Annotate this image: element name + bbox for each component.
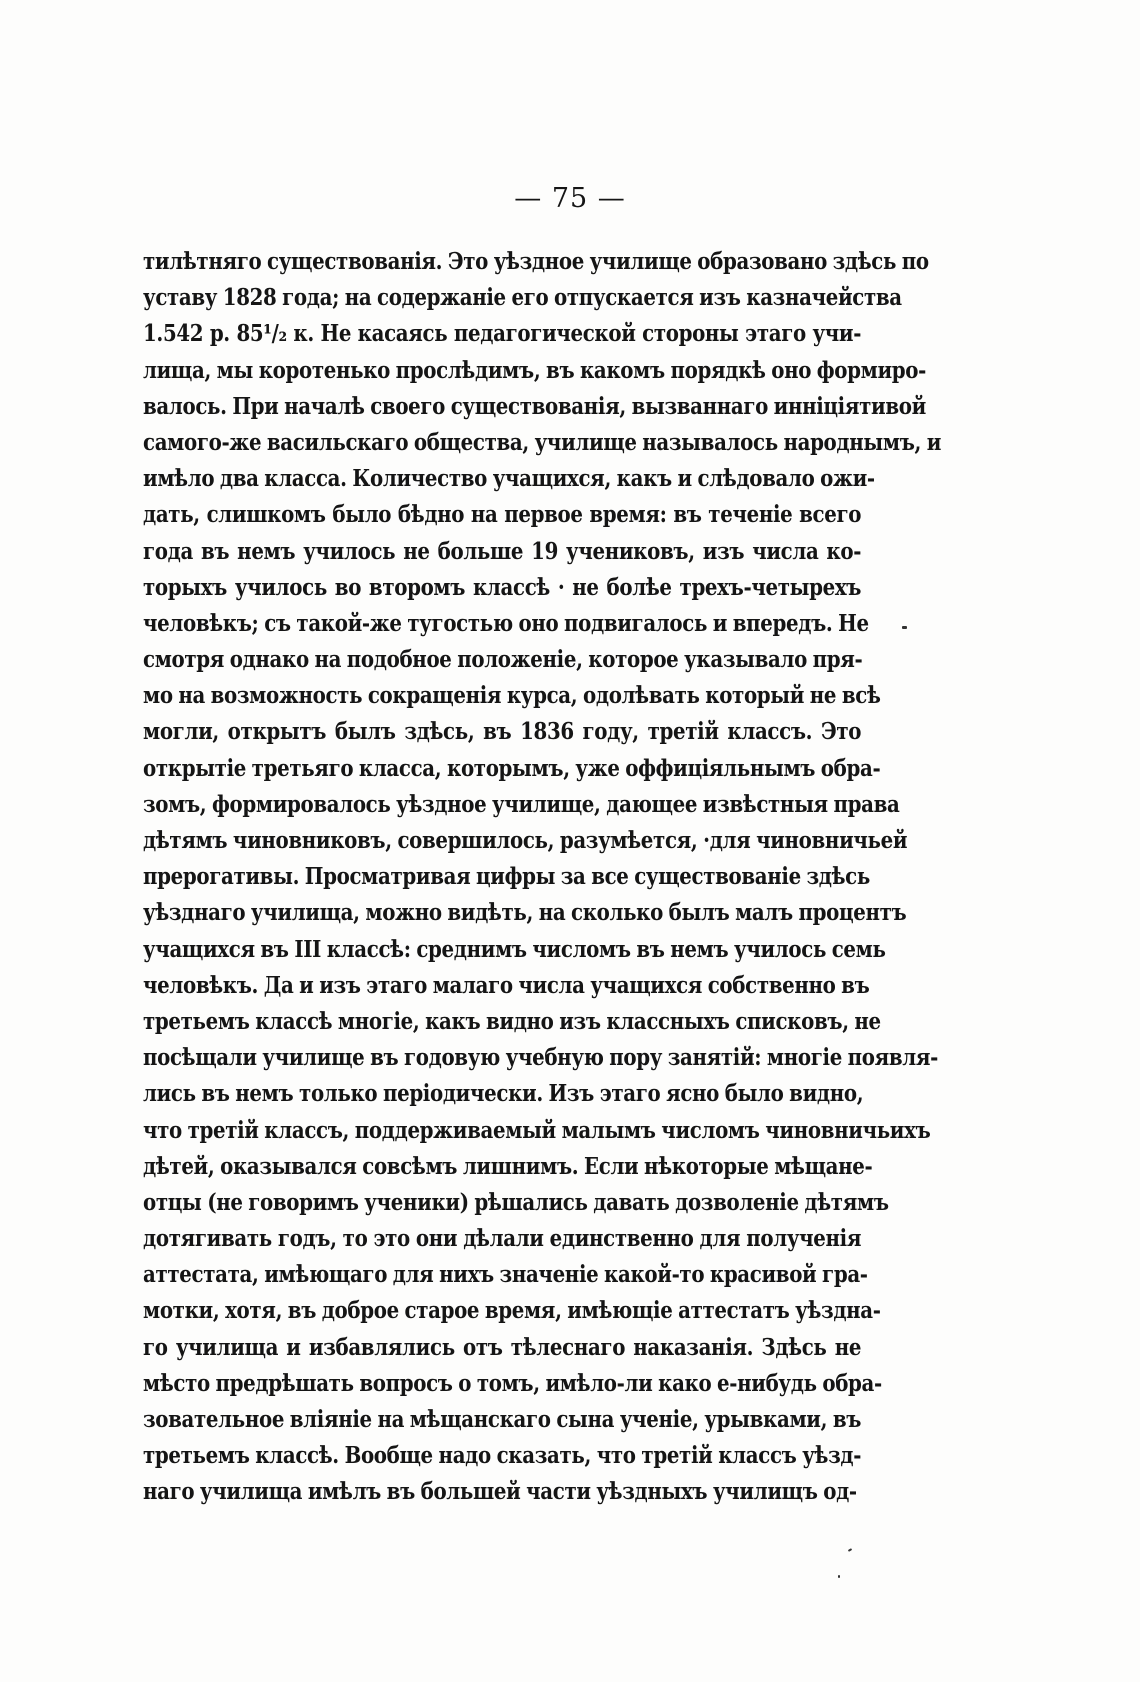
text-line: человѣкъ; съ такой-же тугостью оно подвигалось и впередъ. Не — [143, 609, 869, 637]
text-line: посѣщали училище въ годовую учебную пору занятій: многіе появля- — [143, 1044, 939, 1072]
text-line: имѣло два класса. Количество учащихся, какъ и слѣдовало ожи- — [143, 465, 875, 493]
text-line: человѣкъ. Да и изъ этаго малаго числа учащихся собственно въ — [143, 971, 870, 999]
text-line: дать, слишкомъ было бѣдно на первое время: въ теченіе всего — [143, 501, 862, 529]
text-line: 1.542 р. 85¹/₂ к. Не касаясь педагогической стороны этаго учи- — [143, 320, 862, 348]
text-line: тилѣтняго существованія. Это уѣздное училище образовано здѣсь по — [143, 248, 929, 275]
page-number: — 75 — — [514, 183, 626, 214]
text-line: года въ немъ училось не больше 19 учениковъ, изъ числа ко- — [143, 537, 862, 565]
body-text — [143, 244, 942, 1511]
text-line: торыхъ училось во второмъ классѣ · не болѣе трехъ-четырехъ — [143, 573, 862, 601]
text-line: могли, открытъ былъ здѣсь, въ 1836 году, третій классъ. Это — [143, 718, 862, 746]
text-line: смотря однако на подобное положеніе, которое указывало пря- — [143, 646, 863, 674]
text-line: зовательное вліяніе на мѣщанскаго сына ученіе, урывками, въ — [143, 1406, 862, 1433]
text-line: мо на возможность сокращенія курса, одолѣвать который не всѣ — [143, 682, 881, 710]
text-line: зомъ, формировалось уѣздное училище, дающее извѣстныя права — [143, 790, 900, 818]
text-line: отцы (не говоримъ ученики) рѣшались давать дозволеніе дѣтямъ — [143, 1188, 889, 1216]
text-line: дотягивать годъ, то это они дѣлали единственно для полученія — [143, 1225, 862, 1253]
text-line: аттестата, имѣющаго для нихъ значеніе какой-то красивой гра- — [143, 1261, 868, 1289]
text-line: уѣзднаго училища, можно видѣть, на сколько былъ малъ процентъ — [143, 899, 907, 927]
text-line: учащихся въ III классѣ: среднимъ числомъ въ немъ училось семь — [143, 935, 886, 963]
text-line: самого-же васильскаго общества, училище называлось народнымъ, и — [143, 428, 942, 456]
text-line: уставу 1828 года; на содержаніе его отпускается изъ казначейства — [143, 284, 902, 312]
text-line: мѣсто предрѣшать вопросъ о томъ, имѣло-ли како е-нибудь обра- — [143, 1369, 882, 1397]
text-line: третьемъ классѣ многіе, какъ видно изъ классныхъ списковъ, не — [143, 1007, 881, 1035]
text-line: третьемъ классѣ. Вообще надо сказать, что третій классъ уѣзд- — [143, 1442, 862, 1470]
text-line: дѣтей, оказывался совсѣмъ лишнимъ. Если нѣкоторые мѣщане- — [143, 1152, 873, 1180]
scan-speck — [838, 1575, 840, 1578]
text-line: мотки, хотя, въ доброе старое время, имѣющіе аттестатъ уѣздна- — [143, 1297, 881, 1325]
text-line: го училища и избавлялись отъ тѣлеснаго наказанія. Здѣсь не — [143, 1333, 862, 1361]
text-line: что третій классъ, поддерживаемый малымъ числомъ чиновничьихъ — [143, 1116, 931, 1144]
text-line: лись въ немъ только періодически. Изъ этаго ясно было видно, — [143, 1080, 864, 1108]
scan-speck — [902, 626, 907, 629]
text-line: дѣтямъ чиновниковъ, совершилось, разумѣется, ·для чиновничьей — [143, 827, 908, 854]
text-line: наго училища имѣлъ въ большей части уѣздныхъ училищъ од- — [143, 1478, 857, 1506]
text-line: лища, мы коротенько прослѣдимъ, въ какомъ порядкѣ оно формиро- — [143, 356, 926, 384]
text-line: открытіе третьяго класса, которымъ, уже оффиціяльнымъ обра- — [143, 754, 881, 782]
text-line: валось. При началѣ своего существованія, вызваннаго инніціятивой — [143, 392, 926, 420]
scan-speck — [848, 1548, 852, 1552]
text-line: прерогативы. Просматривая цифры за все существованіе здѣсь — [143, 863, 870, 891]
